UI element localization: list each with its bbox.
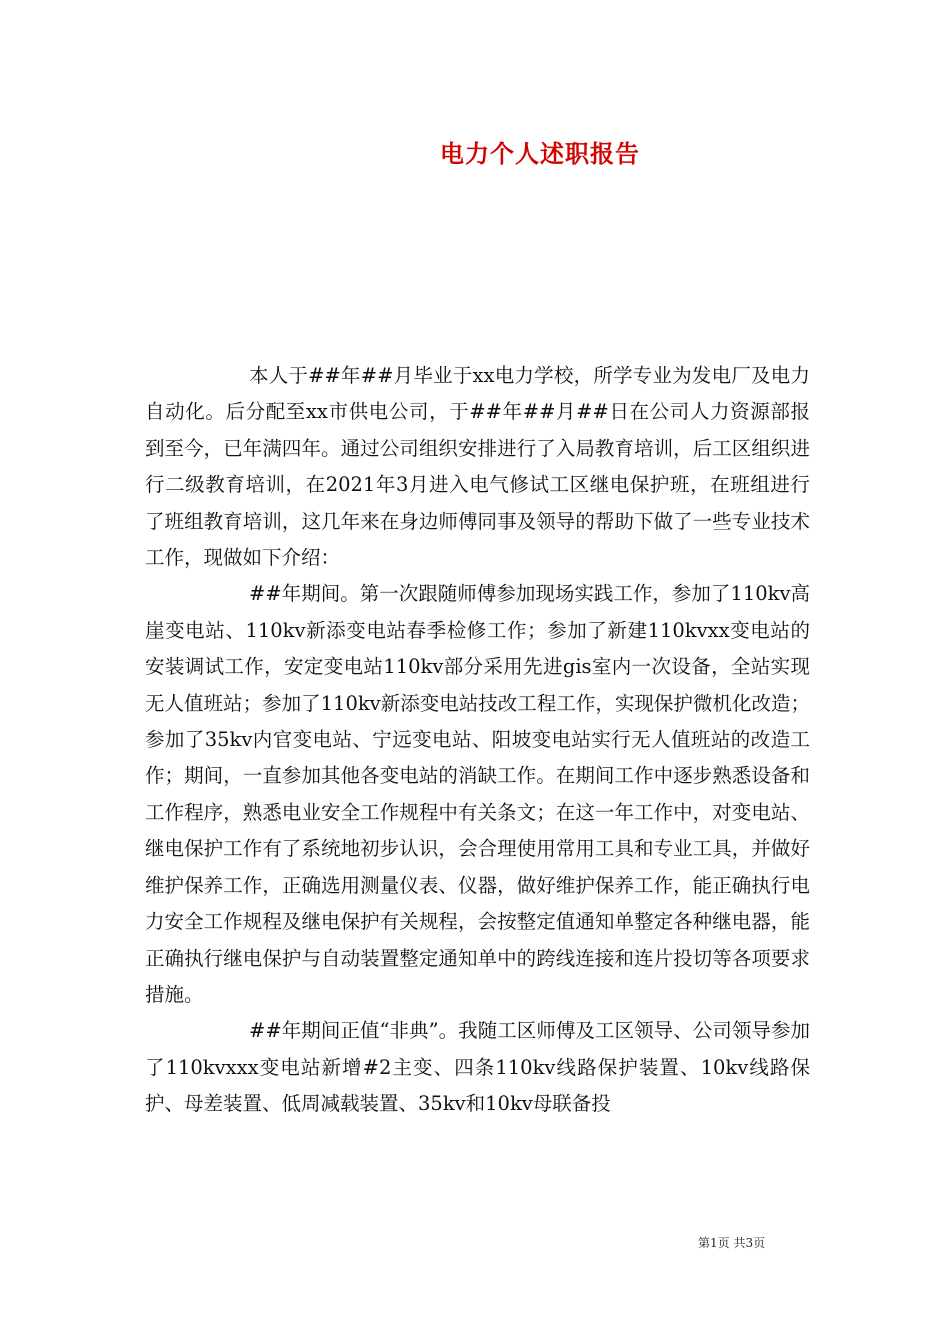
- page-footer: 第1页 共3页: [698, 1236, 766, 1250]
- page-title: 电力个人述职报告: [440, 139, 640, 168]
- paragraph-3: ##年期间正值“非典”。我随工区师傅及工区领导、公司领导参加了110kvxxx变电站新增#2主变、四条110kv线路保护装置、10kv线路保护、母差装置、低周减载装置、35kv和10kv母联备投: [145, 1019, 810, 1116]
- paragraph-2: ##年期间。第一次跟随师傅参加现场实践工作，参加了110kv高崖变电站、110kv新添变电站春季检修工作；参加了新建110kvxx变电站的安装调试工作，安定变电站110kv部分采用先进gis室内一次设备，全站实现无人值班站；参加了110kv新添变电站技改工程工作，实现保护微机化改造；参加了35kv内官变电站、宁远变电站、阳坡变电站实行无人值班站的改造工作；期间，一直参加其他各变电站的消缺工作。在期间工作中逐步熟悉设备和工作程序，熟悉电业安全工作规程中有关条文；在这一年工作中，对变电站、继电保护工作有了系统地初步认识，会合理使用常用工具和专业工具，并做好维护保养工作，正确选用测量仪表、仪器，做好维护保养工作，能正确执行电力安全工作规程及继电保护有关规程，会按整定值通知单整定各种继电器，能正确执行继电保护与自动装置整定通知单中的跨线连接和连片投切等各项要求措施。: [145, 582, 810, 1006]
- document-body: [145, 358, 810, 1123]
- paragraph-1: 本人于##年##月毕业于xx电力学校，所学专业为发电厂及电力自动化。后分配至xx市供电公司，于##年##月##日在公司人力资源部报到至今，已年满四年。通过公司组织安排进行了入局教育培训，后工区组织进行二级教育培训，在2021年3月进入电气修试工区继电保护班，在班组进行了班组教育培训，这几年来在身边师傅同事及领导的帮助下做了一些专业技术工作，现做如下介绍：: [145, 364, 810, 570]
